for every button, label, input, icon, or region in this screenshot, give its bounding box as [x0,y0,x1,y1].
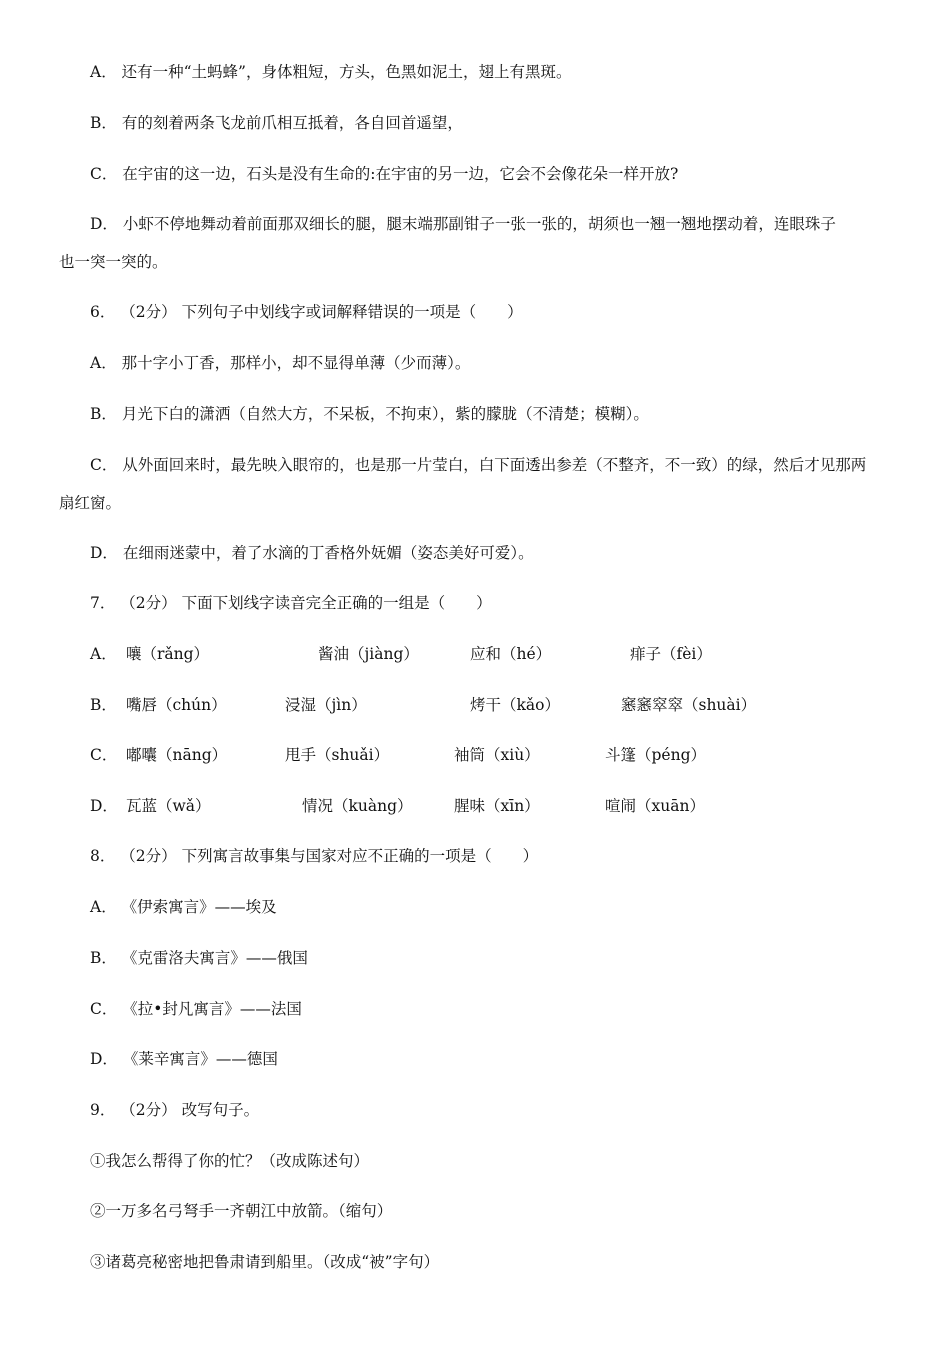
q8-option-a: A． 《伊索寓言》——埃及 [90,898,277,916]
q7-item: 腥味（xīn） [454,797,540,815]
q9-item-1: ①我怎么帮得了你的忙？（改成陈述句） [90,1152,370,1170]
q9-stem: 9． （2分） 改写句子。 [90,1101,260,1119]
q5-option-a: A． 还有一种“土蚂蜂”，身体粗短，方头，色黑如泥土，翅上有黑斑。 [90,63,572,81]
q9-item-2: ②一万多名弓弩手一齐朝江中放箭。（缩句） [90,1202,393,1220]
q7-row-label: C． [90,746,118,764]
q5-option-d-continued: 也一突一突的。 [59,253,168,271]
q7-item: 酱油（jiàng） [318,645,419,663]
q7-item: 窸窸窣窣（shuài） [621,696,757,714]
q7-item: 痱子（fèi） [630,645,712,663]
q7-stem: 7． （2分） 下面下划线字读音完全正确的一组是（ ） [90,594,492,612]
q7-item: 嘟囔（nāng） [126,746,228,764]
q7-row-label: D． [90,797,118,815]
q7-item: 甩手（shuǎi） [285,746,390,764]
q7-row-label: A． [90,645,117,663]
q6-option-b: B． 月光下白的潇洒（自然大方，不呆板，不拘束），紫的朦胧（不清楚；模糊）。 [90,405,649,423]
q7-item: 烤干（kǎo） [470,696,560,714]
q6-option-d: D． 在细雨迷蒙中，着了水滴的丁香格外妩媚（姿态美好可爱）。 [90,544,534,562]
q6-option-c-continued: 扇红窗。 [59,494,122,512]
q8-option-c: C． 《拉•封凡寓言》——法国 [90,1000,302,1018]
q7-item: 瓦蓝（wǎ） [126,797,211,815]
q7-item: 喧闹（xuān） [605,797,705,815]
q8-option-d: D． 《莱辛寓言》——德国 [90,1050,278,1068]
q5-option-b: B． 有的刻着两条飞龙前爪相互抵着，各自回首遥望， [90,114,463,132]
q8-option-b: B． 《克雷洛夫寓言》——俄国 [90,949,308,967]
q6-option-c: C． 从外面回来时，最先映入眼帘的，也是那一片莹白，白下面透出参差（不整齐，不一致）的绿，然后才见那两 [90,456,867,474]
q9-item-3: ③诸葛亮秘密地把鲁肃请到船里。（改成“被”字句） [90,1253,440,1271]
q7-item: 嘴唇（chún） [126,696,227,714]
q6-stem: 6． （2分） 下列句子中划线字或词解释错误的一项是（ ） [90,303,523,321]
q7-item: 斗篷（péng） [605,746,707,764]
q7-item: 袖筒（xiù） [454,746,540,764]
q7-item: 情况（kuàng） [302,797,413,815]
q7-item: 应和（hé） [470,645,552,663]
q5-option-d: D． 小虾不停地舞动着前面那双细长的腿，腿末端那副钳子一张一张的，胡须也一翘一翘地摆动着，连眼珠子 [90,215,836,233]
q5-option-c: C． 在宇宙的这一边，石头是没有生命的:在宇宙的另一边，它会不会像花朵一样开放? [90,165,679,183]
q6-option-a: A． 那十字小丁香，那样小，却不显得单薄（少而薄）。 [90,354,471,372]
q7-row-label: B． [90,696,117,714]
q7-item: 嚷（rǎng） [126,645,210,663]
q7-item: 浸湿（jìn） [285,696,367,714]
q8-stem: 8． （2分） 下列寓言故事集与国家对应不正确的一项是（ ） [90,847,539,865]
